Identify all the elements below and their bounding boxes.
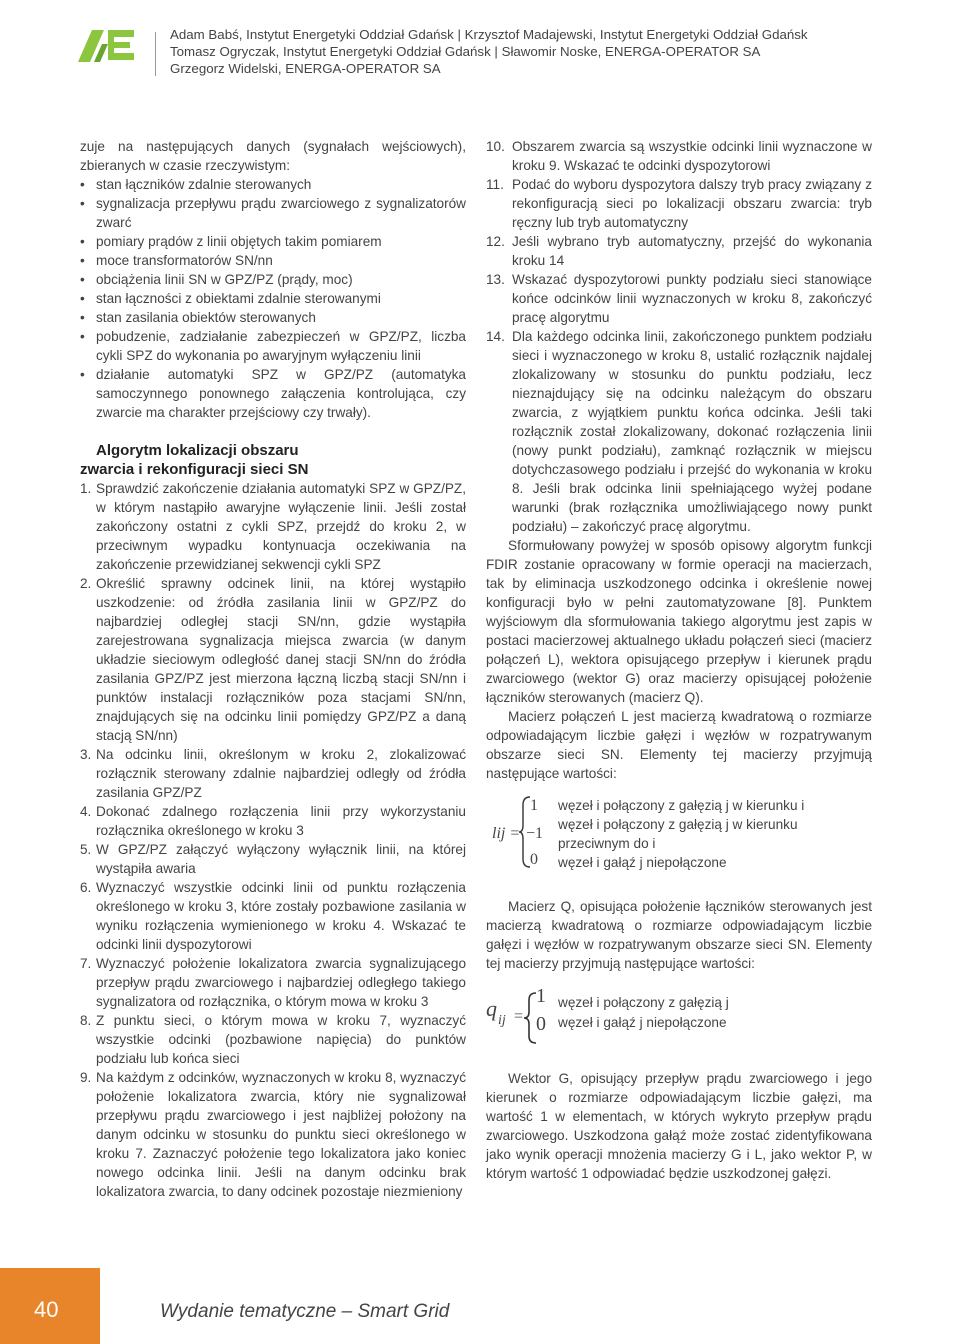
step-text: Wyznaczyć wszystkie odcinki linii od punktu rozłączenia określonego w kroku 3, które zostały pozbawione zasilania w wyniku rozłączenia wymienionego w kroku 4. Wskazać te odcinki linii dyspozytorowi xyxy=(96,880,466,952)
step-text: Podać do wyboru dyspozytora dalszy tryb pracy związany z rekonfiguracją sieci po lokalizacji obszaru zwarcia: tryb ręczny lub tryb automatyczny xyxy=(512,177,872,230)
step-text: Obszarem zwarcia są wszystkie odcinki linii wyznaczone w kroku 9. Wskazać te odcinki dyspozytorowi xyxy=(512,139,872,173)
step-number: 4. xyxy=(80,804,92,819)
list-item: • moce transformatorów SN/nn xyxy=(80,251,466,270)
lij-value-2: −1 xyxy=(526,825,544,842)
qij-desc-2: węzeł i gałąź j niepołączone xyxy=(558,1015,727,1030)
step-number: 12. xyxy=(486,234,505,249)
right-column xyxy=(486,137,872,1183)
step-number: 8. xyxy=(80,1013,92,1028)
step-item xyxy=(80,1068,466,1201)
step-item xyxy=(80,878,466,954)
step-number: 7. xyxy=(80,956,92,971)
qij-symbol: q xyxy=(486,996,497,1021)
author-line-2: Tomasz Ogryczak, Instytut Energetyki Oddział Gdańsk | Sławomir Noske, ENERGA-OPERATOR SA xyxy=(170,44,761,59)
step-number: 2. xyxy=(80,576,92,591)
qij-value-1: 1 xyxy=(536,985,546,1007)
edition-title: Wydanie tematyczne – Smart Grid xyxy=(160,1301,450,1322)
step-text: Dokonać zdalnego rozłączenia linii przy wykorzystaniu rozłącznika określonego w kroku 3 xyxy=(96,804,466,838)
input-signal-list xyxy=(80,175,466,422)
step-text: Z punktu sieci, o którym mowa w kroku 7, wyznaczyć wszystkie odcinki (pozbawione napięcia) do punktów podziału lub końca sieci xyxy=(96,1013,466,1066)
step-number: 13. xyxy=(486,272,505,287)
step-number: 11. xyxy=(486,177,504,192)
step-number: 9. xyxy=(80,1070,92,1085)
step-item xyxy=(80,745,466,802)
step-text: W GPZ/PZ załączyć wyłączony wyłącznik linii, na której wystąpiła awaria xyxy=(96,842,466,876)
ae-logo xyxy=(78,28,136,62)
body-paragraph: Sformułowany powyżej w sposób opisowy algorytm funkcji FDIR zostanie opracowany w formie operacji na macierzach, tak by eliminacja uszkodzonego odcinka i określenie nowej konfiguracji było w pełni zautomatyzowane [8]. Punktem wyjściowym dla sformułowania takiego algorytmu jest zapis w postaci macierzowej aktualnego układu połączeń sieci (macierz połączeń L), wektora opisującego przepływ i kierunek prądu zwarciowego (wektor G) oraz macierzy opisującej położenie łączników sterowanych (macierz Q). xyxy=(486,538,872,705)
step-item xyxy=(486,327,872,536)
lij-value-1: 1 xyxy=(530,797,538,814)
step-number: 1. xyxy=(80,481,92,496)
left-column xyxy=(80,137,466,1201)
list-item: • pobudzenie, zadziałanie zabezpieczeń w GPZ/PZ, liczba cykli SPZ do wykonania po awaryjnym wyłączeniu linii xyxy=(80,327,466,365)
qij-value-2: 0 xyxy=(536,1013,546,1035)
step-text: Jeśli wybrano tryb automatyczny, przejść do wykonania kroku 14 xyxy=(512,234,872,268)
qij-equals: = xyxy=(514,1008,524,1025)
qij-desc-1: węzeł i połączony z gałęzią j xyxy=(558,995,729,1010)
section-heading-line-2: zwarcia i rekonfiguracji sieci SN xyxy=(80,461,309,478)
step-text: Dla każdego odcinka linii, zakończonego punktem podziału sieci i wyznaczonego w kroku 8, ustalić rozłącznik najdalej zlokalizowany w stosunku do punktu podziału, lecz nieznajdujący się na odcinku należącym do obszaru zwarcia, z wyjątkiem punktu końca odcinka. Jeśli taki rozłącznik został zlokalizowany, dokonać rozłączenia linii (nowy punkt podziału), zamknąć rozłącznik w miejscu dotychczasowego podziału i przejść do wykonania w kroku 8. Jeśli brak odcinka linii spełniającego wyżej podane warunki (brak rozłącznika umożliwiającego nowy punkt podziału) – zakończyć pracę algorytmu. xyxy=(512,329,872,534)
step-text: Sprawdzić zakończenie działania automatyki SPZ w GPZ/PZ, w którym nastąpiło awaryjne wyłączenie linii. Jeśli został zakończony ostatni z cykli SPZ, przejdź do kroku 2, w przeciwnym wypadku kontynuacja oczekiwania na zakończenie przewidzianej sekwencji cykli SPZ xyxy=(96,481,466,572)
page-number: 40 xyxy=(34,1297,59,1322)
author-line-3: Grzegorz Widelski, ENERGA-OPERATOR SA xyxy=(170,61,441,76)
step-item xyxy=(80,802,466,840)
step-number: 3. xyxy=(80,747,92,762)
list-item: • stan zasilania obiektów sterowanych xyxy=(80,308,466,327)
lij-definition xyxy=(486,795,872,887)
algorithm-steps xyxy=(80,479,466,1201)
lij-desc-1: węzeł i połączony z gałęzią j w kierunku i xyxy=(558,798,805,813)
step-item xyxy=(486,175,872,232)
step-item xyxy=(80,954,466,1011)
step-text: Na każdym z odcinków, wyznaczonych w kroku 8, wyznaczyć położenie lokalizatora zwarcia, który nie sygnalizował przepływu prądu zwarciowego i jest najbliżej położony na danym odcinku w stosunku do punktu sieci określonego w kroku 7. Zaznaczyć położenie tego lokalizatora jako koniec nowego odcinka linii. Jeśli na danym odcinku brak lokalizatora zwarcia, to dany odcinek pozostaje niezmieniony xyxy=(96,1070,466,1199)
list-item: • obciążenia linii SN w GPZ/PZ (prądy, moc) xyxy=(80,270,466,289)
list-item: • pomiary prądów z linii objętych takim pomiarem xyxy=(80,232,466,251)
section-heading-line-1: Algorytm lokalizacji obszaru xyxy=(96,442,299,459)
qij-subscript: ij xyxy=(498,1013,506,1028)
list-item: • sygnalizacja przepływu prądu zwarciowego z sygnalizatorów zwarć xyxy=(80,194,466,232)
step-text: Wyznaczyć położenie lokalizatora zwarcia sygnalizującego przepływ prądu zwarciowego i najbardziej odległego takiego sygnalizatora od rozłącznika, o którym mowa w kroku 3 xyxy=(96,956,466,1009)
lij-symbol: lij = xyxy=(492,825,521,842)
lij-desc-2: węzeł i połączony z gałęzią j w kierunku przeciwnym do i xyxy=(558,817,798,851)
step-text: Na odcinku linii, określonym w kroku 2, zlokalizować rozłącznik sterowany zdalnie najbardziej odległy od źródła zasilania GPZ/PZ xyxy=(96,747,466,800)
qij-definition xyxy=(486,985,872,1059)
intro-paragraph: zuje na następujących danych (sygnałach wejściowych), zbieranych w czasie rzeczywistym: xyxy=(80,139,466,173)
list-item: • stan łączności z obiektami zdalnie sterowanymi xyxy=(80,289,466,308)
page-header xyxy=(0,0,960,90)
step-item xyxy=(80,574,466,745)
step-text: Określić sprawny odcinek linii, na której wystąpiło uszkodzenie: od źródła zasilania linii w GPZ/PZ do najbardziej odległej stacji SN/nn, gdzie wystąpiła zarejestrowana sygnalizacja miejsca zwarcia (w danym układzie sieciowym odległość danej stacji SN/nn do źródła zasilania GPZ/PZ jest mierzona łączną liczbą stacji SN/nn i punktów instalacji rozłączników poza stacjami SN/nn, znajdujących się na odcinku linii pomiędzy GPZ/PZ a daną stacją SN/nn) xyxy=(96,576,466,743)
step-number: 6. xyxy=(80,880,92,895)
body-paragraph: Wektor G, opisujący przepływ prądu zwarciowego i jego kierunek o rozmiarze odpowiadającym liczbie gałęzi, ma wartość 1 w elementach, w których wykryto przepływ prądu zwarciowego. Uszkodzona gałąź może zostać zidentyfikowana jako wynik operacji mnożenia macierzy G i L, jako wektor P, w którym wartość 1 odpowiadać będzie uszkodzonej gałęzi. xyxy=(486,1071,872,1181)
lij-value-3: 0 xyxy=(530,851,538,868)
lij-desc-3: węzeł i gałąź j niepołączone xyxy=(558,855,727,870)
step-item xyxy=(486,270,872,327)
step-number: 14. xyxy=(486,329,505,344)
step-item xyxy=(80,1011,466,1068)
step-number: 10. xyxy=(486,139,505,154)
step-item xyxy=(486,232,872,270)
author-list xyxy=(170,26,808,77)
header-divider xyxy=(155,32,156,76)
step-number: 5. xyxy=(80,842,92,857)
section-heading xyxy=(80,441,466,479)
author-line-1: Adam Babś, Instytut Energetyki Oddział Gdańsk | Krzysztof Madajewski, Instytut Energetyki Oddział Gdańsk xyxy=(170,27,808,42)
body-paragraph: Macierz Q, opisująca położenie łączników sterowanych jest macierzą kwadratową o rozmiarze odpowiadającym liczbie gałęzi i węzłów w rozpatrywanym obszarze sieci SN. Elementy tej macierzy przyjmują następujące wartości: xyxy=(486,899,872,971)
step-item xyxy=(80,840,466,878)
step-item xyxy=(80,479,466,574)
list-item: • stan łączników zdalnie sterowanych xyxy=(80,175,466,194)
step-text: Wskazać dyspozytorowi punkty podziału sieci stanowiące końce odcinków linii wyznaczonych w kroku 8, zakończyć pracę algorytmu xyxy=(512,272,872,325)
list-item: • działanie automatyki SPZ w GPZ/PZ (automatyka samoczynnego ponownego załączenia kontrolująca, czy zwarcie ma charakter przejściowy czy trwały). xyxy=(80,365,466,422)
step-item xyxy=(486,137,872,175)
algorithm-steps-continued xyxy=(486,137,872,536)
body-paragraph: Macierz połączeń L jest macierzą kwadratową o rozmiarze odpowiadającym liczbie gałęzi i węzłów w rozpatrywanym obszarze sieci SN. Elementy tej macierzy przyjmują następujące wartości: xyxy=(486,709,872,781)
